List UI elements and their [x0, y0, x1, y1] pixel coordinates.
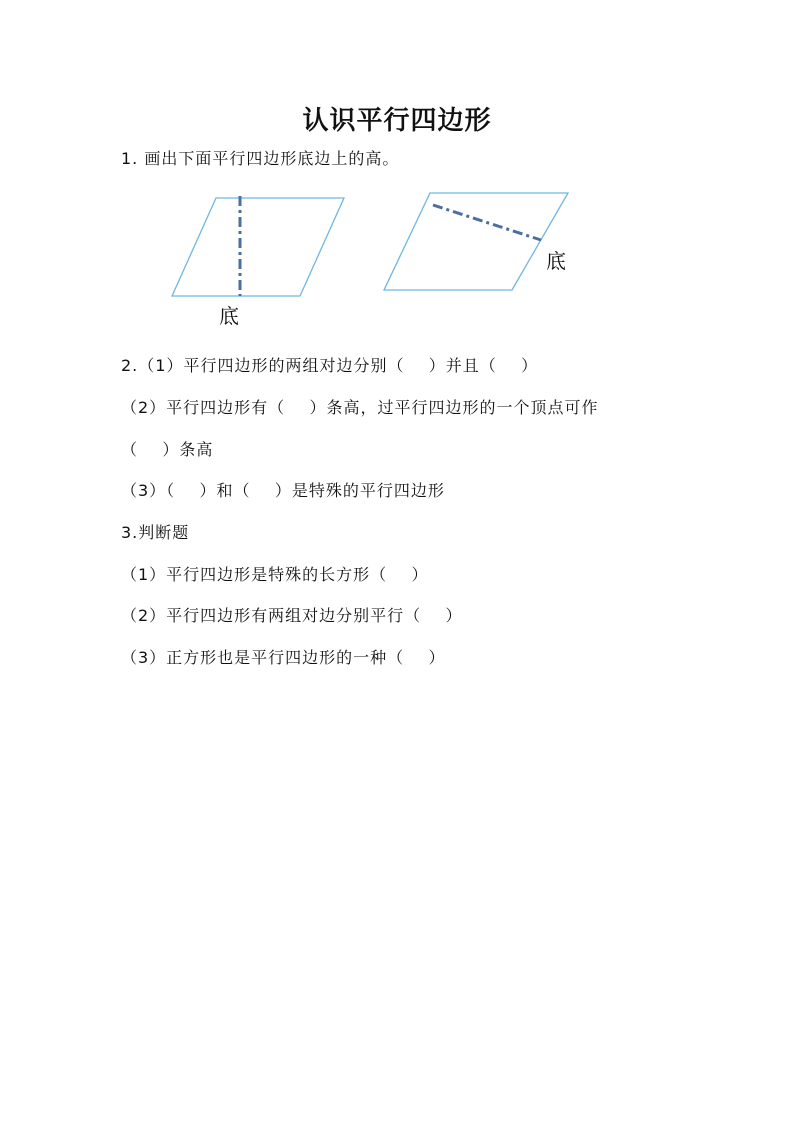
- parallelogram-figures: [0, 180, 794, 330]
- question-3-item-1: （1）平行四边形是特殊的长方形（ ）: [121, 565, 429, 584]
- right-base-label: 底: [546, 249, 566, 273]
- right-height-line: [433, 205, 541, 240]
- question-3-heading: 3.判断题: [121, 523, 190, 542]
- right-parallelogram: [384, 193, 568, 290]
- question-2-part-3: （3）（ ）和（ ）是特殊的平行四边形: [121, 481, 445, 500]
- question-1-prompt: 1. 画出下面平行四边形底边上的高。: [121, 149, 400, 168]
- question-2-part-2-continued: （ ）条高: [121, 440, 214, 459]
- page-title: 认识平行四边形: [302, 106, 492, 136]
- question-2-part-2: （2）平行四边形有（ ）条高，过平行四边形的一个顶点可作: [121, 398, 599, 417]
- question-3-item-2: （2）平行四边形有两组对边分别平行（ ）: [121, 606, 463, 625]
- left-parallelogram: [172, 198, 344, 296]
- left-base-label: 底: [219, 304, 239, 328]
- question-1-figures: [0, 180, 794, 330]
- question-2-part-1: 2.（1）平行四边形的两组对边分别（ ）并且（ ）: [121, 356, 539, 375]
- question-3-item-3: （3）正方形也是平行四边形的一种（ ）: [121, 648, 446, 667]
